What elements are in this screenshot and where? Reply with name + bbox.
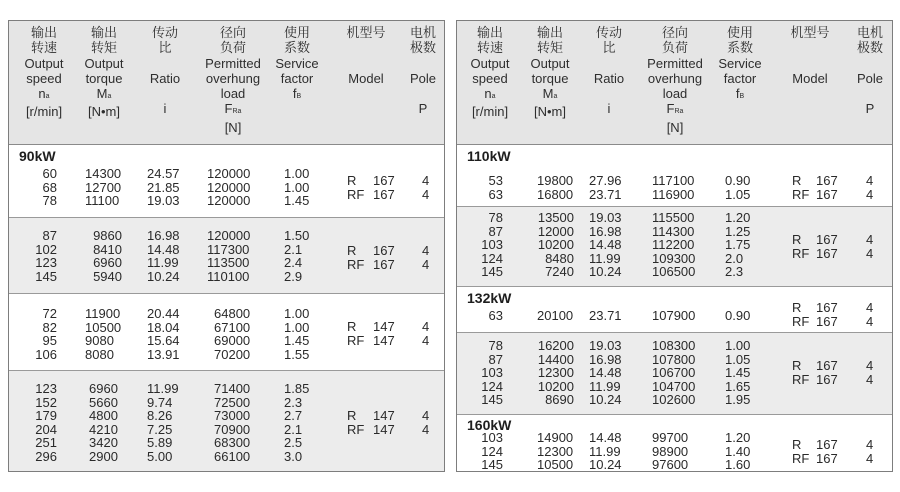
- load-column: 120000 120000 120000: [207, 166, 251, 209]
- pole-value: 4 4: [866, 300, 874, 329]
- model-size: 167 167: [816, 173, 838, 202]
- header-speed: 输出 转速 Output speed na [r/min]: [470, 25, 510, 120]
- model-size: 167 167: [816, 437, 838, 466]
- pole-value: 4 4: [422, 408, 430, 437]
- speed-column: 103 124 145: [481, 430, 503, 473]
- ratio-column: 27.96 23.71: [589, 173, 622, 202]
- table-header: [9, 21, 444, 145]
- ratio-column: 16.98 14.48 11.99 10.24: [147, 228, 180, 284]
- torque-column: 14300 12700 11100: [85, 166, 122, 209]
- speed-column: 72 82 95 106: [35, 306, 57, 362]
- model-label: R RF: [347, 243, 365, 272]
- load-column: 107900: [652, 308, 696, 323]
- model-size: 167 167: [816, 358, 838, 387]
- factor-column: 1.20 1.25 1.75 2.0 2.3: [725, 210, 751, 280]
- power-section-90kw: [9, 144, 444, 218]
- power-title: 110kW: [467, 148, 511, 164]
- table-110-160kw: [456, 20, 893, 472]
- ratio-column: 19.03 16.98 14.48 11.99 10.24: [589, 338, 622, 408]
- model-label: R RF: [792, 358, 810, 387]
- load-column: 71400 72500 73000 70900 68300 66100: [214, 381, 251, 464]
- load-column: 99700 98900 97600: [652, 430, 689, 473]
- model-label: R RF: [792, 437, 810, 466]
- model-size: 167 167: [816, 232, 838, 261]
- model-size: 167 167: [816, 300, 838, 329]
- power-title: 160kW: [467, 417, 512, 433]
- ratio-column: 14.48 11.99 10.24: [589, 430, 622, 473]
- header-ratio: 传动 比 Ratio i: [149, 25, 181, 117]
- speed-column: 87 102 123 145: [35, 228, 57, 284]
- speed-column: 78 87 103 124 145: [481, 210, 503, 280]
- pole-value: 4 4: [866, 437, 874, 466]
- factor-column: 0.90: [725, 308, 751, 323]
- header-pole: 电机 极数 Pole P: [856, 25, 884, 117]
- torque-column: 9860 8410 6960 5940: [93, 228, 122, 284]
- factor-column: 1.50 2.1 2.4 2.9: [284, 228, 310, 284]
- power-section-132kw: [457, 287, 892, 333]
- power-section-160kw: [457, 415, 892, 471]
- model-label: R RF: [347, 319, 365, 348]
- ratio-column: 24.57 21.85 19.03: [147, 166, 180, 209]
- torque-column: 19800 16800: [537, 173, 574, 202]
- load-column: 64800 67100 69000 70200: [214, 306, 251, 362]
- model-size: 167 167: [373, 243, 395, 272]
- power-title: 132kW: [467, 290, 512, 306]
- power-group: [9, 294, 444, 371]
- load-column: 120000 117300 113500 110100: [207, 228, 251, 284]
- power-group: [457, 333, 892, 415]
- model-size: 167 167: [373, 173, 395, 202]
- torque-column: 20100: [537, 308, 574, 323]
- power-group: [9, 371, 444, 471]
- table-header: [457, 21, 892, 145]
- load-column: 108300 107800 106700 104700 102600: [652, 338, 696, 408]
- torque-column: 16200 14400 12300 10200 8690: [537, 338, 574, 408]
- header-model: 机型号 Model: [346, 25, 386, 86]
- speed-column: 63: [488, 308, 503, 323]
- header-overhung: 径向 负荷 Permitted overhung load FRa [N]: [205, 25, 261, 135]
- ratio-column: 23.71: [589, 308, 622, 323]
- speed-column: 123 152 179 204 251 296: [35, 381, 57, 464]
- header-model: 机型号 Model: [790, 25, 830, 86]
- speed-column: 78 87 103 124 145: [481, 338, 503, 408]
- load-column: 115500 114300 112200 109300 106500: [652, 210, 696, 280]
- factor-column: 1.85 2.3 2.7 2.1 2.5 3.0: [284, 381, 310, 464]
- ratio-column: 20.44 18.04 15.64 13.91: [147, 306, 180, 362]
- header-service: 使用 系数 Service factor fB: [718, 25, 762, 102]
- table-90kw: [8, 20, 445, 472]
- pole-value: 4 4: [422, 173, 430, 202]
- power-group: [457, 207, 892, 287]
- factor-column: 1.00 1.05 1.45 1.65 1.95: [725, 338, 751, 408]
- factor-column: 1.20 1.40 1.60: [725, 430, 751, 473]
- model-label: R RF: [347, 408, 365, 437]
- header-speed: 输出 转速 Output speed na [r/min]: [24, 25, 64, 120]
- torque-column: 6960 5660 4800 4210 3420 2900: [89, 381, 118, 464]
- pole-value: 4 4: [422, 319, 430, 348]
- torque-column: 13500 12000 10200 8480 7240: [537, 210, 574, 280]
- torque-column: 14900 12300 10500: [537, 430, 574, 473]
- power-title: 90kW: [19, 148, 56, 164]
- factor-column: 1.00 1.00 1.45: [284, 166, 310, 209]
- header-overhung: 径向 负荷 Permitted overhung load FRa [N]: [647, 25, 703, 135]
- ratio-column: 19.03 16.98 14.48 11.99 10.24: [589, 210, 622, 280]
- model-label: R RF: [792, 232, 810, 261]
- model-label: R RF: [347, 173, 365, 202]
- speed-column: 53 63: [488, 173, 503, 202]
- model-size: 147 147: [373, 408, 395, 437]
- factor-column: 1.00 1.00 1.45 1.55: [284, 306, 310, 362]
- pole-value: 4 4: [866, 173, 874, 202]
- header-torque: 输出 转矩 Output torque Ma [N•m]: [530, 25, 570, 120]
- pole-value: 4 4: [866, 358, 874, 387]
- power-group: [9, 218, 444, 294]
- load-column: 117100 116900: [652, 173, 695, 202]
- header-pole: 电机 极数 Pole P: [409, 25, 437, 117]
- speed-column: 60 68 78: [42, 166, 57, 209]
- torque-column: 11900 10500 9080 8080: [85, 306, 122, 362]
- model-label: R RF: [792, 173, 810, 202]
- factor-column: 0.90 1.05: [725, 173, 751, 202]
- header-torque: 输出 转矩 Output torque Ma [N•m]: [84, 25, 124, 120]
- ratio-column: 11.99 9.74 8.26 7.25 5.89 5.00: [147, 381, 179, 464]
- model-size: 147 147: [373, 319, 395, 348]
- header-service: 使用 系数 Service factor fB: [275, 25, 319, 102]
- power-section-110kw: [457, 144, 892, 207]
- pole-value: 4 4: [422, 243, 430, 272]
- pole-value: 4 4: [866, 232, 874, 261]
- header-ratio: 传动 比 Ratio i: [593, 25, 625, 117]
- model-label: R RF: [792, 300, 810, 329]
